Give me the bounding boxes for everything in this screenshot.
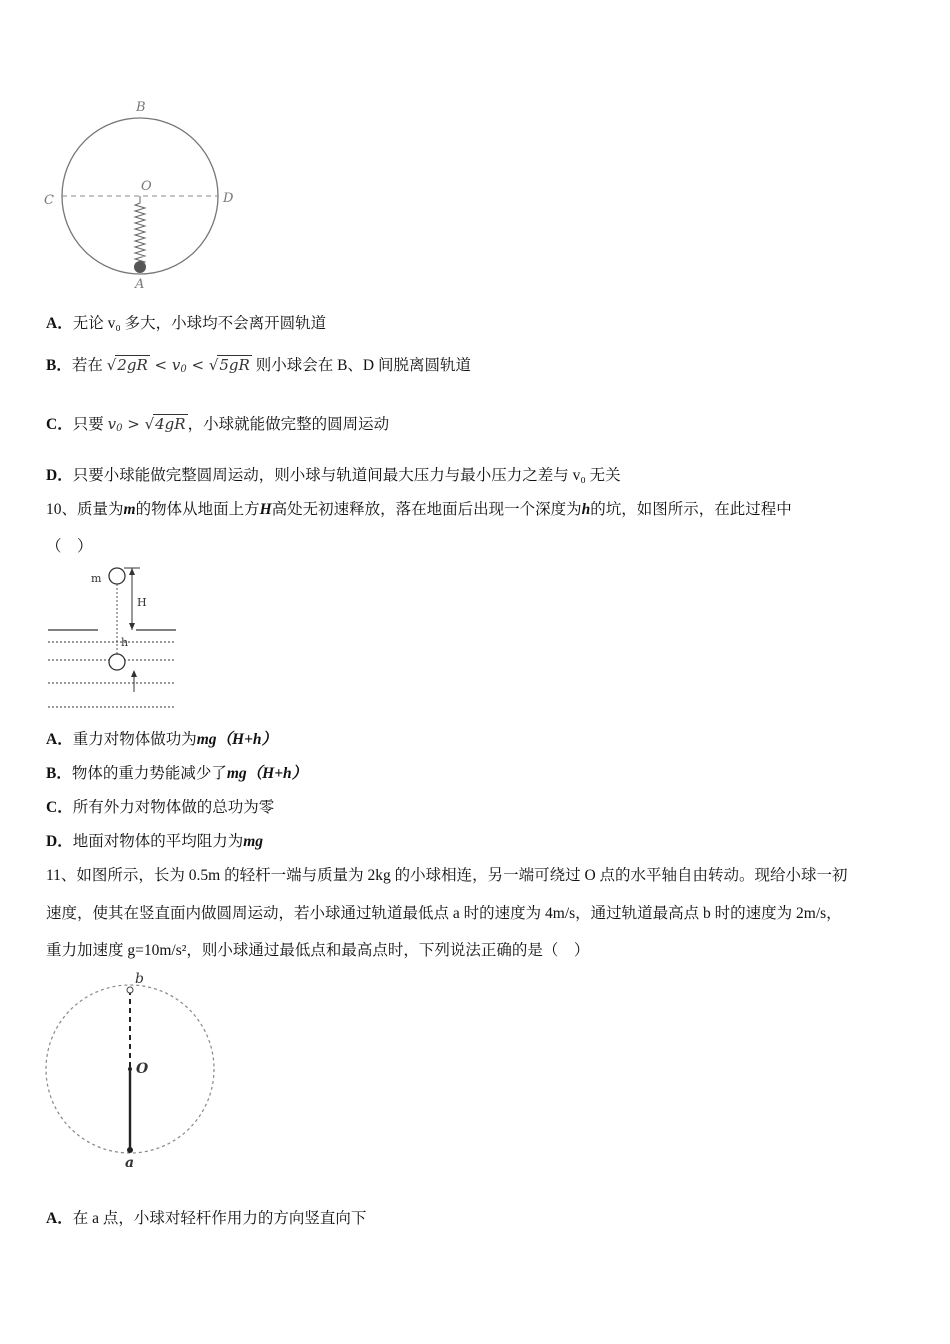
- label-b: b: [135, 971, 144, 987]
- q11-stem-line1: 11、如图所示，长为 0.5m 的轻杆一端与质量为 2kg 的小球相连，另一端可绕过 O 点的水平轴自由转动。现给小球一初: [46, 867, 848, 884]
- q9-option-d: D．只要小球能做完整圆周运动，则小球与轨道间最大压力与最小压力之差与 v₀ 无关: [46, 467, 621, 484]
- label-O-2: O: [136, 1061, 149, 1077]
- q10-paren: （ ）: [46, 538, 93, 555]
- q9-option-a: A．无论 v₀ 多大，小球均不会离开圆轨道: [46, 315, 327, 332]
- label-A: A: [135, 277, 145, 292]
- figure-rod-circle: [40, 966, 230, 1171]
- q11-option-a: A．在 a 点，小球对轻杆作用力的方向竖直向下: [46, 1210, 367, 1227]
- label-B: B: [136, 100, 146, 115]
- label-m: m: [91, 572, 102, 585]
- q10-option-a: A．重力对物体做功为mg（H+h）: [46, 731, 278, 748]
- q9-option-b: B．若在 $√2gR < v_0 < √5gR$ 则小球会在 B、D 间脱离圆轨道: [46, 356, 472, 375]
- q9-option-c: C．只要 $v_0 > √4gR$ ，小球就能做完整的圆周运动: [46, 415, 390, 434]
- q10-option-b: B．物体的重力势能减少了mg（H+h）: [46, 765, 308, 782]
- figure-circle-spring: [40, 95, 250, 295]
- label-h: h: [121, 636, 129, 649]
- q10-option-c: C．所有外力对物体做的总功为零: [46, 799, 275, 816]
- label-a: a: [125, 1155, 135, 1171]
- q10-option-d: D．地面对物体的平均阻力为mg: [46, 833, 264, 850]
- q11-stem-line3: 重力加速度 g=10m/s²，则小球通过最低点和最高点时，下列说法正确的是（ ）: [46, 942, 590, 959]
- label-D: D: [223, 191, 234, 206]
- label-C: C: [44, 193, 54, 208]
- q10-stem: 10、质量为m的物体从地面上方H高处无初速释放，落在地面后出现一个深度为h的坑，如图所示，在此过程中: [46, 501, 792, 518]
- label-O: O: [141, 179, 152, 194]
- q11-stem-line2: 速度，使其在竖直面内做圆周运动，若小球通过轨道最低点 a 时的速度为 4m/s，通过轨道最高点 b 时的速度为 2m/s，: [46, 905, 842, 922]
- figure-falling-mass: [44, 562, 184, 712]
- label-H: H: [137, 596, 147, 609]
